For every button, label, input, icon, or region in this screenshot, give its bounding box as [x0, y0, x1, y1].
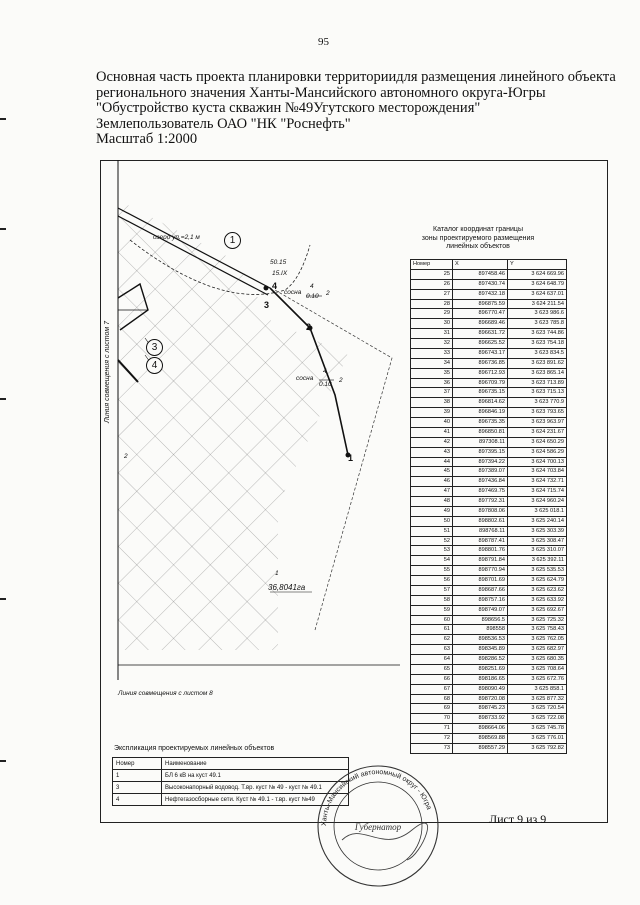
explication-header-number: Номер [113, 758, 162, 770]
explication-name-cell: Нефтегазосборные сети. Куст № 49.1 - т.вр. куст №49 [162, 794, 349, 806]
y-coordinate-cell: 3 625 858.1 [508, 684, 567, 694]
point-number-cell: 65 [411, 664, 453, 674]
y-coordinate-cell: 3 624 650.29 [508, 437, 567, 447]
x-coordinate-cell: 898345.89 [453, 645, 508, 655]
x-coordinate-cell: 898791.84 [453, 556, 508, 566]
binding-mark [0, 228, 6, 230]
point-number-cell: 26 [411, 279, 453, 289]
point-number-cell: 41 [411, 427, 453, 437]
catalog-caption-line-1: Каталог координат границы [433, 226, 523, 233]
point-number-cell: 43 [411, 447, 453, 457]
table-row [411, 664, 567, 674]
point-number-cell: 68 [411, 694, 453, 704]
point-label-1: 1 [348, 453, 354, 463]
table-row [411, 714, 567, 724]
table-row [411, 605, 567, 615]
catalog-caption [398, 226, 558, 252]
y-coordinate-cell: 3 625 877.32 [508, 694, 567, 704]
map-label-2: 2 [124, 453, 128, 460]
x-coordinate-cell: 896735.15 [453, 388, 508, 398]
table-row [411, 734, 567, 744]
table-row [411, 447, 567, 457]
y-coordinate-cell: 3 625 018.1 [508, 506, 567, 516]
page-number: 95 [318, 36, 329, 48]
fraction-suffix-1: 2 [326, 290, 330, 297]
y-coordinate-cell: 3 623 834.5 [508, 348, 567, 358]
y-coordinate-cell: 3 624 700.13 [508, 457, 567, 467]
catalog-caption-line-2: зоны проектируемого размещения [421, 234, 535, 242]
point-number-cell: 48 [411, 497, 453, 507]
x-coordinate-cell: 898801.76 [453, 546, 508, 556]
title-line-4: Землепользователь ОАО "НК "Роснефть" [96, 115, 351, 132]
point-number-cell: 33 [411, 348, 453, 358]
x-coordinate-cell: 898558 [453, 625, 508, 635]
x-coordinate-cell: 896712.93 [453, 368, 508, 378]
y-coordinate-cell: 3 624 732.71 [508, 477, 567, 487]
coordinate-table-header [411, 260, 567, 270]
x-coordinate-cell: 897395.15 [453, 447, 508, 457]
x-coordinate-cell: 898090.49 [453, 684, 508, 694]
table-row [411, 743, 567, 753]
y-coordinate-cell: 3 625 725.32 [508, 615, 567, 625]
table-row [411, 329, 567, 339]
point-number-cell: 62 [411, 635, 453, 645]
x-coordinate-cell: 897430.74 [453, 279, 508, 289]
y-coordinate-cell: 3 625 692.67 [508, 605, 567, 615]
x-coordinate-cell: 896625.52 [453, 339, 508, 349]
table-row [411, 576, 567, 586]
table-row [411, 319, 567, 329]
x-coordinate-cell: 898757.16 [453, 595, 508, 605]
x-coordinate-cell: 898664.06 [453, 724, 508, 734]
table-row [411, 684, 567, 694]
table-row [411, 457, 567, 467]
document-title [96, 70, 616, 148]
header-number: Номер [411, 260, 453, 270]
x-coordinate-cell: 896875.59 [453, 299, 508, 309]
point-number-cell: 50 [411, 516, 453, 526]
point-number-cell: 64 [411, 655, 453, 665]
line-combination-sheet-7: Линия совмещения с листом 7 [104, 320, 111, 423]
table-row [411, 704, 567, 714]
table-row [411, 437, 567, 447]
point-number-cell: 36 [411, 378, 453, 388]
point-number-cell: 69 [411, 704, 453, 714]
pine-label-2: сосна [296, 375, 314, 382]
explication-name-cell: БЛ 6 кВ на куст 49.1 [162, 770, 349, 782]
table-row [411, 398, 567, 408]
stamp-ring-text: Ханты-Мансийский автономный округ - Югра [320, 768, 433, 827]
x-coordinate-cell: 898733.92 [453, 714, 508, 724]
y-coordinate-cell: 3 624 715.74 [508, 487, 567, 497]
table-row [411, 536, 567, 546]
point-label-3: 3 [264, 300, 270, 310]
x-coordinate-cell: 896846.19 [453, 408, 508, 418]
table-row [411, 348, 567, 358]
fraction-top-1: 4 [310, 283, 314, 290]
callout-circle-3: 3 [146, 339, 163, 356]
table-row [411, 378, 567, 388]
explication-number-cell: 1 [113, 770, 162, 782]
x-coordinate-cell: 898536.53 [453, 635, 508, 645]
x-coordinate-cell: 897308.11 [453, 437, 508, 447]
y-coordinate-cell: 3 623 793.65 [508, 408, 567, 418]
y-coordinate-cell: 3 625 792.82 [508, 743, 567, 753]
x-coordinate-cell: 897436.84 [453, 477, 508, 487]
y-coordinate-cell: 3 623 713.89 [508, 378, 567, 388]
y-coordinate-cell: 3 623 744.86 [508, 329, 567, 339]
area-label: 36,8041га [268, 583, 306, 592]
table-row [411, 388, 567, 398]
x-coordinate-cell: 897808.06 [453, 506, 508, 516]
point-number-cell: 39 [411, 408, 453, 418]
table-row [411, 615, 567, 625]
point-number-cell: 58 [411, 595, 453, 605]
y-coordinate-cell: 3 625 535.53 [508, 566, 567, 576]
y-coordinate-cell: 3 624 648.79 [508, 279, 567, 289]
stamp-center-text: Губернатор [354, 822, 402, 832]
explication-number-cell: 4 [113, 794, 162, 806]
table-row [411, 487, 567, 497]
line-combination-sheet-8: Линия совмещения с листом 8 [118, 690, 213, 697]
point-number-cell: 38 [411, 398, 453, 408]
x-coordinate-cell: 896743.17 [453, 348, 508, 358]
point-number-cell: 73 [411, 743, 453, 753]
y-coordinate-cell: 3 624 637.01 [508, 289, 567, 299]
point-number-cell: 53 [411, 546, 453, 556]
y-coordinate-cell: 3 625 308.47 [508, 536, 567, 546]
table-row [411, 506, 567, 516]
table-row [411, 595, 567, 605]
table-row [411, 477, 567, 487]
y-coordinate-cell: 3 625 708.64 [508, 664, 567, 674]
binding-mark [0, 598, 6, 600]
callout-circle-4: 4 [146, 357, 163, 374]
y-coordinate-cell: 3 625 745.78 [508, 724, 567, 734]
y-coordinate-cell: 3 625 392.11 [508, 556, 567, 566]
table-row [411, 339, 567, 349]
table-row [411, 546, 567, 556]
y-coordinate-cell: 3 625 303.39 [508, 526, 567, 536]
map-label-1: 1 [275, 570, 279, 577]
y-coordinate-cell: 3 625 762.05 [508, 635, 567, 645]
callout-circle-1: 1 [224, 232, 241, 249]
title-line-5: Масштаб 1:2000 [96, 131, 198, 147]
x-coordinate-cell: 896689.46 [453, 319, 508, 329]
y-coordinate-cell: 3 625 758.43 [508, 625, 567, 635]
point-number-cell: 40 [411, 418, 453, 428]
y-coordinate-cell: 3 624 586.29 [508, 447, 567, 457]
table-row [411, 368, 567, 378]
y-coordinate-cell: 3 625 633.92 [508, 595, 567, 605]
x-coordinate-cell: 898557.29 [453, 743, 508, 753]
x-coordinate-cell: 897458.46 [453, 269, 508, 279]
y-coordinate-cell: 3 625 682.97 [508, 645, 567, 655]
x-coordinate-cell: 898186.65 [453, 674, 508, 684]
table-row [411, 655, 567, 665]
point-number-cell: 63 [411, 645, 453, 655]
point-number-cell: 42 [411, 437, 453, 447]
fraction-bottom-1: 0.10 [306, 293, 319, 300]
x-coordinate-cell: 896736.85 [453, 358, 508, 368]
header-x: X [453, 260, 508, 270]
table-row [411, 526, 567, 536]
x-coordinate-cell: 898802.61 [453, 516, 508, 526]
table-row [411, 279, 567, 289]
y-coordinate-cell: 3 625 776.01 [508, 734, 567, 744]
point-number-cell: 60 [411, 615, 453, 625]
table-row [411, 358, 567, 368]
y-coordinate-cell: 3 623 754.18 [508, 339, 567, 349]
title-line-2: регионального значения Ханты-Мансийского автономного округа-Югры [96, 84, 546, 101]
header-y: Y [508, 260, 567, 270]
table-row [411, 635, 567, 645]
y-coordinate-cell: 3 623 770.9 [508, 398, 567, 408]
table-row [411, 556, 567, 566]
point-marker-4 [264, 286, 269, 291]
fraction-bottom-2: 0.10 [319, 381, 332, 388]
binding-mark [0, 398, 6, 400]
pine-label-1: сосна [284, 289, 302, 296]
y-coordinate-cell: 3 625 672.76 [508, 674, 567, 684]
point-number-cell: 27 [411, 289, 453, 299]
x-coordinate-cell: 898768.11 [453, 526, 508, 536]
point-number-cell: 30 [411, 319, 453, 329]
x-coordinate-cell: 898745.23 [453, 704, 508, 714]
lake-label: озеро уп.=2,1 м [153, 234, 200, 241]
explication-caption: Экспликация проектируемых линейных объектов [114, 745, 275, 752]
point-number-cell: 67 [411, 684, 453, 694]
x-coordinate-cell: 897432.18 [453, 289, 508, 299]
point-number-cell: 72 [411, 734, 453, 744]
table-row [411, 694, 567, 704]
y-coordinate-cell: 3 623 785.8 [508, 319, 567, 329]
explication-name-cell: Высоконапорный водовод. Т.вр. куст № 49 - куст № 49.1 [162, 782, 349, 794]
point-number-cell: 31 [411, 329, 453, 339]
x-coordinate-cell: 898720.08 [453, 694, 508, 704]
map-drawing [100, 160, 400, 680]
point-number-cell: 25 [411, 269, 453, 279]
y-coordinate-cell: 3 624 231.67 [508, 427, 567, 437]
x-coordinate-cell: 898749.07 [453, 605, 508, 615]
x-coordinate-cell: 896850.81 [453, 427, 508, 437]
table-row [411, 516, 567, 526]
y-coordinate-cell: 3 625 624.79 [508, 576, 567, 586]
official-stamp [312, 760, 444, 892]
table-row [411, 645, 567, 655]
x-coordinate-cell: 898687.66 [453, 585, 508, 595]
title-line-3: "Обустройство куста скважин №49Угутского месторождения" [96, 100, 481, 116]
x-coordinate-cell: 898656.5 [453, 615, 508, 625]
point-number-cell: 34 [411, 358, 453, 368]
table-row [411, 408, 567, 418]
point-number-cell: 46 [411, 477, 453, 487]
table-row [411, 418, 567, 428]
point-number-cell: 44 [411, 457, 453, 467]
table-row [411, 585, 567, 595]
table-row [411, 674, 567, 684]
y-coordinate-cell: 3 625 623.62 [508, 585, 567, 595]
y-coordinate-cell: 3 624 669.96 [508, 269, 567, 279]
point-number-cell: 28 [411, 299, 453, 309]
x-coordinate-cell: 896735.35 [453, 418, 508, 428]
explication-number-cell: 3 [113, 782, 162, 794]
point-number-cell: 52 [411, 536, 453, 546]
y-coordinate-cell: 3 625 720.54 [508, 704, 567, 714]
catalog-caption-line-3: линейных объектов [446, 243, 510, 250]
point-label-2: 2 [306, 322, 312, 332]
y-coordinate-cell: 3 624 960.24 [508, 497, 567, 507]
point-number-cell: 35 [411, 368, 453, 378]
dim-label-top: 50.15 [270, 259, 287, 266]
fraction-top-2: 4 [323, 368, 327, 375]
point-number-cell: 49 [411, 506, 453, 516]
point-number-cell: 37 [411, 388, 453, 398]
point-number-cell: 66 [411, 674, 453, 684]
point-number-cell: 70 [411, 714, 453, 724]
y-coordinate-cell: 3 624 211.54 [508, 299, 567, 309]
x-coordinate-cell: 898569.88 [453, 734, 508, 744]
y-coordinate-cell: 3 625 240.14 [508, 516, 567, 526]
point-label-4: 4 [272, 281, 278, 291]
table-row [411, 427, 567, 437]
point-number-cell: 61 [411, 625, 453, 635]
table-row [411, 467, 567, 477]
y-coordinate-cell: 3 623 715.13 [508, 388, 567, 398]
point-number-cell: 55 [411, 566, 453, 576]
y-coordinate-cell: 3 625 310.07 [508, 546, 567, 556]
table-row [411, 309, 567, 319]
title-line-1: Основная часть проекта планировки территориидля размещения линейного объекта [96, 69, 616, 85]
x-coordinate-cell: 896814.62 [453, 398, 508, 408]
x-coordinate-cell: 897389.07 [453, 467, 508, 477]
point-number-cell: 47 [411, 487, 453, 497]
x-coordinate-cell: 898286.52 [453, 655, 508, 665]
y-coordinate-cell: 3 623 986.6 [508, 309, 567, 319]
x-coordinate-cell: 897469.75 [453, 487, 508, 497]
point-number-cell: 59 [411, 605, 453, 615]
x-coordinate-cell: 896709.79 [453, 378, 508, 388]
y-coordinate-cell: 3 625 722.08 [508, 714, 567, 724]
x-coordinate-cell: 897394.22 [453, 457, 508, 467]
hatched-area [118, 200, 348, 650]
point-number-cell: 45 [411, 467, 453, 477]
y-coordinate-cell: 3 623 963.97 [508, 418, 567, 428]
x-coordinate-cell: 898701.69 [453, 576, 508, 586]
x-coordinate-cell: 898251.69 [453, 664, 508, 674]
point-number-cell: 57 [411, 585, 453, 595]
y-coordinate-cell: 3 623 865.14 [508, 368, 567, 378]
x-coordinate-cell: 898770.94 [453, 566, 508, 576]
x-coordinate-cell: 897792.31 [453, 497, 508, 507]
x-coordinate-cell: 896631.72 [453, 329, 508, 339]
y-coordinate-cell: 3 625 680.35 [508, 655, 567, 665]
point-number-cell: 56 [411, 576, 453, 586]
table-row [411, 625, 567, 635]
table-row [411, 566, 567, 576]
binding-mark [0, 760, 6, 762]
table-row [411, 289, 567, 299]
binding-mark [0, 118, 6, 120]
x-coordinate-cell: 898787.41 [453, 536, 508, 546]
y-coordinate-cell: 3 623 891.62 [508, 358, 567, 368]
explication-header-name: Наименование [162, 758, 349, 770]
table-row [411, 724, 567, 734]
point-number-cell: 71 [411, 724, 453, 734]
point-number-cell: 29 [411, 309, 453, 319]
y-coordinate-cell: 3 624 703.84 [508, 467, 567, 477]
table-row [411, 269, 567, 279]
svg-text:Ханты-Мансийский автономный ок [321, 769, 432, 826]
table-row [411, 497, 567, 507]
fraction-suffix-2: 2 [339, 377, 343, 384]
table-row [411, 299, 567, 309]
x-coordinate-cell: 896770.47 [453, 309, 508, 319]
coordinate-table [410, 259, 567, 754]
sheet-label: Лист 9 из 9 [489, 812, 547, 826]
point-number-cell: 54 [411, 556, 453, 566]
dim-label-bottom: 15.IX [272, 270, 288, 277]
point-number-cell: 32 [411, 339, 453, 349]
point-number-cell: 51 [411, 526, 453, 536]
